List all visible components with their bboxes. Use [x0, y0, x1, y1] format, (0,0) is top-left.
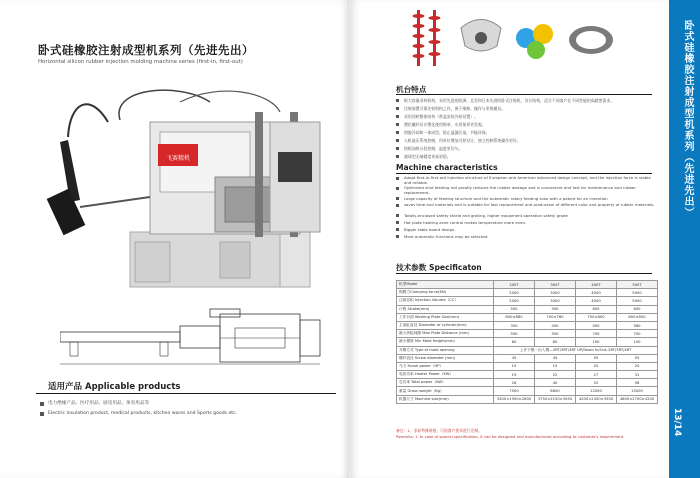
table-cell: 锁模力Clamping force(KN)	[397, 289, 494, 297]
table-cell: 电热功率 Heater Power（KW）	[397, 371, 494, 379]
list-item: 注射前置可靠注射机构之作，便于维修、操作与更换模具。	[396, 106, 658, 114]
table-cell: 400T	[576, 281, 617, 289]
table-cell: 100	[576, 338, 617, 346]
list-item: 滚球型无端精度更高更稳。	[396, 154, 658, 162]
table-cell: 开模方式 Type of mold opening	[397, 346, 494, 354]
table-cell: 19	[494, 371, 535, 379]
table-row	[397, 362, 658, 370]
table-cell: 行程 Stroke(mm)	[397, 305, 494, 313]
table-cell: 总功率 Total power（KW）	[397, 379, 494, 387]
list-item: More automatic functions may be selected.	[396, 234, 658, 241]
features-en-list	[396, 176, 658, 241]
list-item: Electric insulation product, medical products, kitchen wares and Sports goods etc.	[40, 409, 237, 419]
table-cell: 45	[535, 354, 576, 362]
table-cell: 15	[535, 362, 576, 370]
table-cell: 550	[535, 330, 576, 338]
right-page	[351, 0, 700, 478]
table-cell: 4000	[576, 289, 617, 297]
table-cell: 5000	[617, 289, 658, 297]
table-row	[397, 379, 658, 387]
table-row	[397, 281, 658, 289]
table-cell: 最大热板间隙 Max Plate Distance (mm)	[397, 330, 494, 338]
page-title-en: Horizontal silicon rubber injection molding machine series (first-in, first-out)	[38, 59, 243, 65]
table-cell: 52	[576, 379, 617, 387]
features-en-divider	[396, 173, 652, 174]
table-cell: 800×850	[617, 313, 658, 321]
table-row	[397, 338, 658, 346]
list-item: 极大容量采料机构，采用先进的欧洲、北美和日本先进的卧式注射机，设计结构，适合不同客户在不同性能的高精密需求。	[396, 98, 658, 106]
table-cell: 450	[535, 321, 576, 329]
machine-brand: 飞赛精机	[165, 155, 191, 162]
table-row	[397, 313, 658, 321]
table-cell: 31	[617, 371, 658, 379]
table-cell: 600	[576, 305, 617, 313]
applicable-list	[40, 399, 237, 419]
table-cell: 20	[617, 362, 658, 370]
table-row	[397, 346, 658, 354]
table-cell: 100	[617, 338, 658, 346]
table-row	[397, 395, 658, 403]
list-item: saves time and materials and is suitable for fast replacement and production of different color and property of rubber materials.	[396, 203, 658, 213]
table-cell: 700	[576, 330, 617, 338]
table-cell: 2000	[494, 297, 535, 305]
applicable-title-cn: 适用产品	[48, 382, 83, 392]
table-cell: 重量 Gross weight（Kg）	[397, 387, 494, 395]
table-cell: 最小模厚 Min Mold Height(mm)	[397, 338, 494, 346]
table-cell: 27	[576, 371, 617, 379]
table-cell: 7500	[494, 387, 535, 395]
table-cell: 4200×2450×3500	[576, 395, 617, 403]
table-cell: 500	[576, 321, 617, 329]
table-cell: 750×800	[576, 313, 617, 321]
spec-table	[396, 280, 658, 404]
list-item: Hot plate heating zone control makes temperature more even.	[396, 220, 658, 227]
table-cell: 3000	[535, 289, 576, 297]
table-cell: 55	[617, 354, 658, 362]
table-cell: 3750×2150×3050	[535, 395, 576, 403]
table-cell: 22	[535, 371, 576, 379]
table-cell: 600×680	[494, 313, 535, 321]
table-cell: 马力 Horse power（HP）	[397, 362, 494, 370]
table-cell: 8600	[535, 387, 576, 395]
list-item: 电力绝缘产品、医疗用品、厨房用品、体育用品等	[40, 399, 237, 409]
applicable-title-en: Applicable products	[84, 382, 181, 392]
table-cell: 80	[535, 338, 576, 346]
table-cell: 560	[617, 321, 658, 329]
list-item: Bigger table board design.	[396, 227, 658, 234]
table-cell: 3000	[535, 297, 576, 305]
table-cell: 58	[617, 379, 658, 387]
page-title-cn: 卧式硅橡胶注射成型机系列（先进先出）	[38, 43, 254, 57]
table-cell: 55	[576, 354, 617, 362]
page-number: 13/14	[672, 408, 682, 437]
table-cell: 500	[494, 305, 535, 313]
table-cell: 4000	[576, 297, 617, 305]
table-row	[397, 387, 658, 395]
left-page	[0, 0, 349, 478]
table-cell: 机器尺寸 Machine size(mm)	[397, 395, 494, 403]
features-en-title: Machine characteristics	[396, 163, 498, 172]
list-item: 人机液压系统控制，用单位增加可控设计，独立控制系统操作更好。	[396, 138, 658, 146]
table-cell: 3400×1950×2800	[494, 395, 535, 403]
spec-divider	[396, 273, 652, 274]
note-en: Remarks: 1. In case of special specification, it can be designed and manufactured according to customer's requirement.	[396, 434, 625, 439]
table-row	[397, 371, 658, 379]
table-cell: 300T	[535, 281, 576, 289]
features-cn-list	[396, 98, 658, 162]
spec-title-en: Specificaton	[429, 263, 482, 272]
applicable-title	[48, 380, 180, 392]
table-cell: 15000	[617, 387, 658, 395]
table-cell: 主油缸直径 Diameter of cylinder(mm)	[397, 321, 494, 329]
table-row	[397, 305, 658, 313]
table-cell: 350	[494, 321, 535, 329]
machine-illustration	[40, 82, 340, 300]
list-item: Optimized shot feeding rod greatly reduces the rubber leakage and is convenient and fast for maintenance and rubber replacement.	[396, 186, 658, 196]
table-cell: 700×760	[535, 313, 576, 321]
table-cell: 45	[494, 354, 535, 362]
list-item: 塑化螺杆设计塑化使用简单、实用保养更美观。	[396, 122, 658, 130]
list-item: Large capacity of feeding structure and the automatic rotary feeding tube with a patent for an invention	[396, 196, 658, 203]
list-item: 热板加热分段控制，温度更均匀。	[396, 146, 658, 154]
table-row	[397, 321, 658, 329]
table-cell: 上开下模一出入模—2RT/3RT/4RT UP/Down In/Out–2RT/3RT/4RT	[494, 346, 658, 354]
list-item: Adopt first-in-first-out injection structure of European and American advanced design concept, and the injection force is stable and reliable.	[396, 176, 658, 186]
table-cell: 500	[535, 305, 576, 313]
table-cell: 工作台面 Working Plate Size(mm)	[397, 313, 494, 321]
table-row	[397, 330, 658, 338]
product-samples	[411, 6, 641, 68]
table-cell: 26	[494, 379, 535, 387]
applicable-divider	[36, 393, 336, 394]
side-title: 卧式硅橡胶注射成型机系列（先进先出）	[682, 20, 693, 218]
features-cn-divider	[396, 94, 652, 95]
table-cell: 20	[576, 362, 617, 370]
table-cell: 2000	[494, 289, 535, 297]
table-cell: 12000	[576, 387, 617, 395]
table-cell: 600	[617, 305, 658, 313]
table-row	[397, 354, 658, 362]
table-cell: 螺杆直径 Screw diameter (mm)	[397, 354, 494, 362]
note-cn: 备注：1、非标特殊规格，可依客户要求进行定制。	[396, 428, 482, 433]
machine-drawing	[60, 308, 330, 370]
table-cell: 200T	[494, 281, 535, 289]
table-cell: 550	[494, 330, 535, 338]
spec-title-cn: 技术参数	[396, 263, 427, 272]
table-cell: 15	[494, 362, 535, 370]
spec-title	[396, 262, 482, 273]
table-cell: 机型Model	[397, 281, 494, 289]
list-item: Totally-enclosed safety shield and grating, higher equipment operation safety grade	[396, 213, 658, 220]
table-cell: 4600×2700×4200	[617, 395, 658, 403]
table-cell: 注射容积 Injection Volume（CC）	[397, 297, 494, 305]
table-cell: 40	[535, 379, 576, 387]
table-row	[397, 297, 658, 305]
table-cell: 700	[617, 330, 658, 338]
list-item: 采用回转整体结构（带盖安装冷却设置）。	[396, 114, 658, 122]
list-item: 熔胶冷却和一体成型，防止溢漏污染，节能环保。	[396, 130, 658, 138]
features-cn-title: 机台特点	[396, 85, 427, 94]
table-row	[397, 289, 658, 297]
table-cell: 5000	[617, 297, 658, 305]
table-cell: 60	[494, 338, 535, 346]
table-cell: 500T	[617, 281, 658, 289]
